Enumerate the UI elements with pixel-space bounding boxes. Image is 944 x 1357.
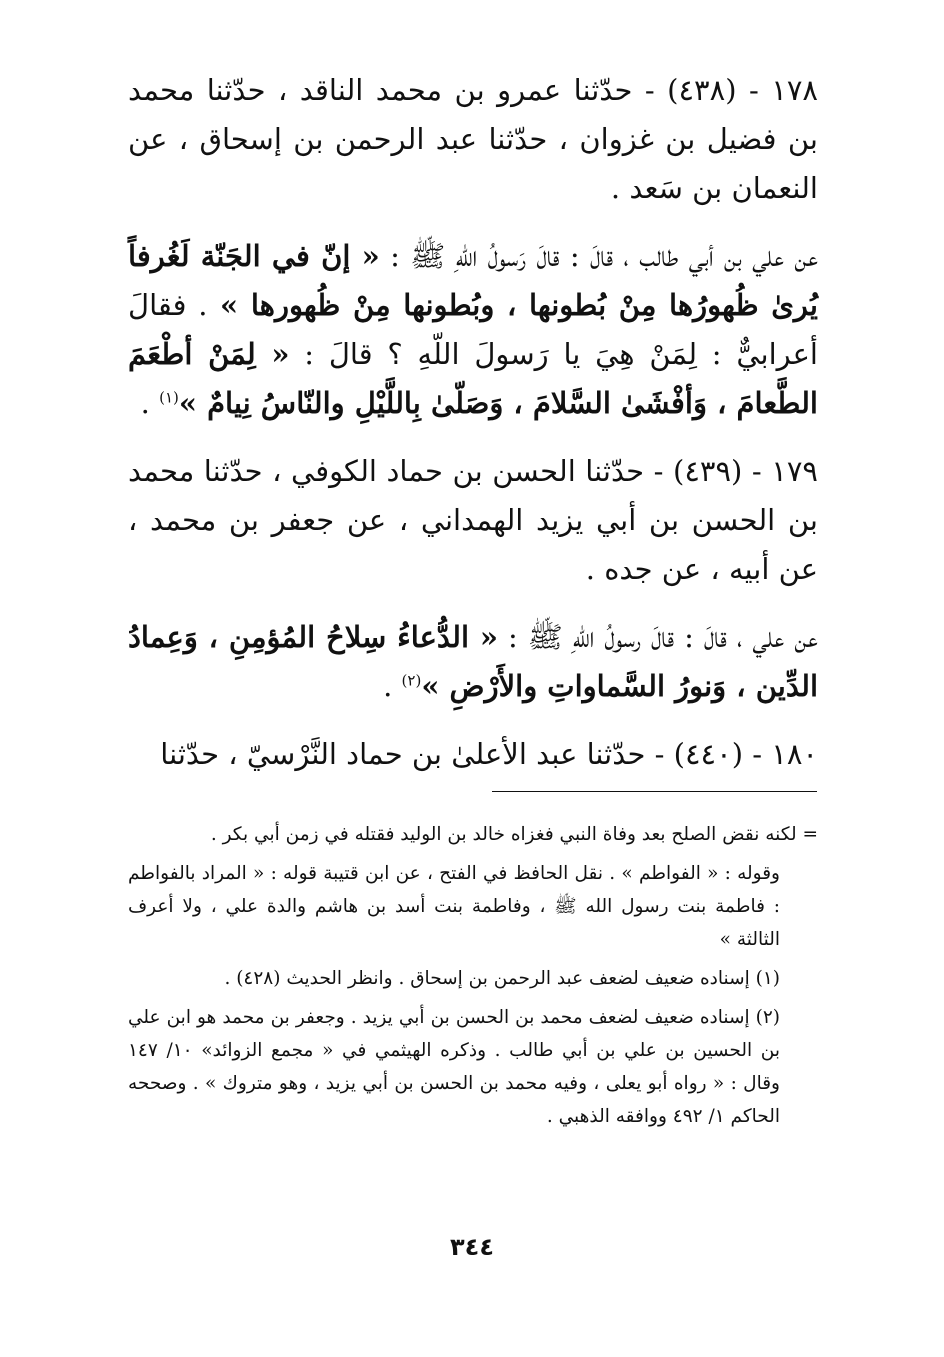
footnote-2: (٢) إسناده ضعيف لضعف محمد بن الحسن بن أبي يزيد . وجعفر بن محمد هو ابن علي بن الحسين بن علي بن أبي طالب . وذكره الهيثمي في « مجمع الزوائد» ١٠/ ١٤٧ وقال : « رواه أبو يعلى ، وفيه محمد بن الحسن بن أبي يزيد ، وهو متروك » . وصححه الحاكم ١/ ٤٩٢ ووافقه الذهبي .: [128, 1007, 780, 1127]
footnote-1: (١) إسناده ضعيف لضعف عبد الرحمن بن إسحاق . وانظر الحديث (٤٢٨) .: [224, 968, 780, 989]
hadith-178-quote-2: « لِمَنْ أطْعَمَ الطَّعامَ ، وَأفْشَىٰ السَّلامَ ، وَصَلّىٰ بِاللَّيْلِ والنّاسُ نِيامٌ »: [128, 337, 818, 420]
footnote-ref-1: (١): [159, 388, 179, 407]
hadith-179-quote: « الدُّعاءُ سِلاحُ المُؤمِنِ ، وَعِمادُ الدِّين ، وَنورُ السَّماواتِ والأَرْضِ »: [128, 620, 818, 703]
footnote-divider: [492, 791, 817, 792]
hadith-178-middle: . فقالَ أعرابيٌّ : لِمَنْ هِيَ يا رَسولَ اللّهِ ؟ قالَ :: [128, 288, 818, 371]
hadith-179-matn: [128, 613, 818, 711]
hadith-178-end: .: [140, 386, 160, 420]
page-number: ٣٤٤: [450, 1233, 494, 1261]
footnotes: [128, 818, 818, 1133]
footnote-ref-2: (٢): [401, 671, 422, 690]
footnote-continuation: = لكنه نقض الصلح بعد وفاة النبي فغزاه خالد بن الوليد فقتله في زمن أبي بكر .: [210, 824, 818, 845]
hadith-179-intro: عن علي ، قالَ : قالَ رسولُ اللّهِ ﷺ :: [498, 620, 818, 654]
hadith-179-isnad: ١٧٩ - (٤٣٩) - حدّثنا الحسن بن حماد الكوفي ، حدّثنا محمد بن الحسن بن أبي يزيد الهمداني ، عن جعفر بن محمد ، عن أبيه ، عن جده .: [128, 454, 818, 586]
hadith-179-end: .: [383, 669, 402, 703]
main-text: [128, 66, 818, 779]
footnote-fawatim: وقوله : « الفواطم » . نقل الحافظ في الفتح ، عن ابن قتيبة قوله : « المراد بالفواطم : فاطمة بنت رسول الله ﷺ ، وفاطمة بنت أسد بن هاشم والدة علي ، ولا أعرف الثالثة »: [128, 863, 780, 950]
hadith-178-quote-1: « إنّ في الجَنّة لَغُرفاً يُرىٰ ظُهورُها مِنْ بُطونها ، وبُطونها مِنْ ظُهورها »: [128, 239, 818, 322]
hadith-178-matn: [128, 232, 818, 428]
hadith-178-isnad: ١٧٨ - (٤٣٨) - حدّثنا عمرو بن محمد الناقد ، حدّثنا محمد بن فضيل بن غزوان ، حدّثنا عبد الرحمن بن إسحاق ، عن النعمان بن سَعد .: [128, 73, 818, 205]
hadith-180-isnad: ١٨٠ - (٤٤٠) - حدّثنا عبد الأعلىٰ بن حماد النَّرْسيّ ، حدّثنا: [160, 737, 818, 771]
hadith-178-intro: عن علي بن أبي طالب ، قالَ : قالَ رَسولُ اللّهِ ﷺ :: [379, 239, 818, 273]
